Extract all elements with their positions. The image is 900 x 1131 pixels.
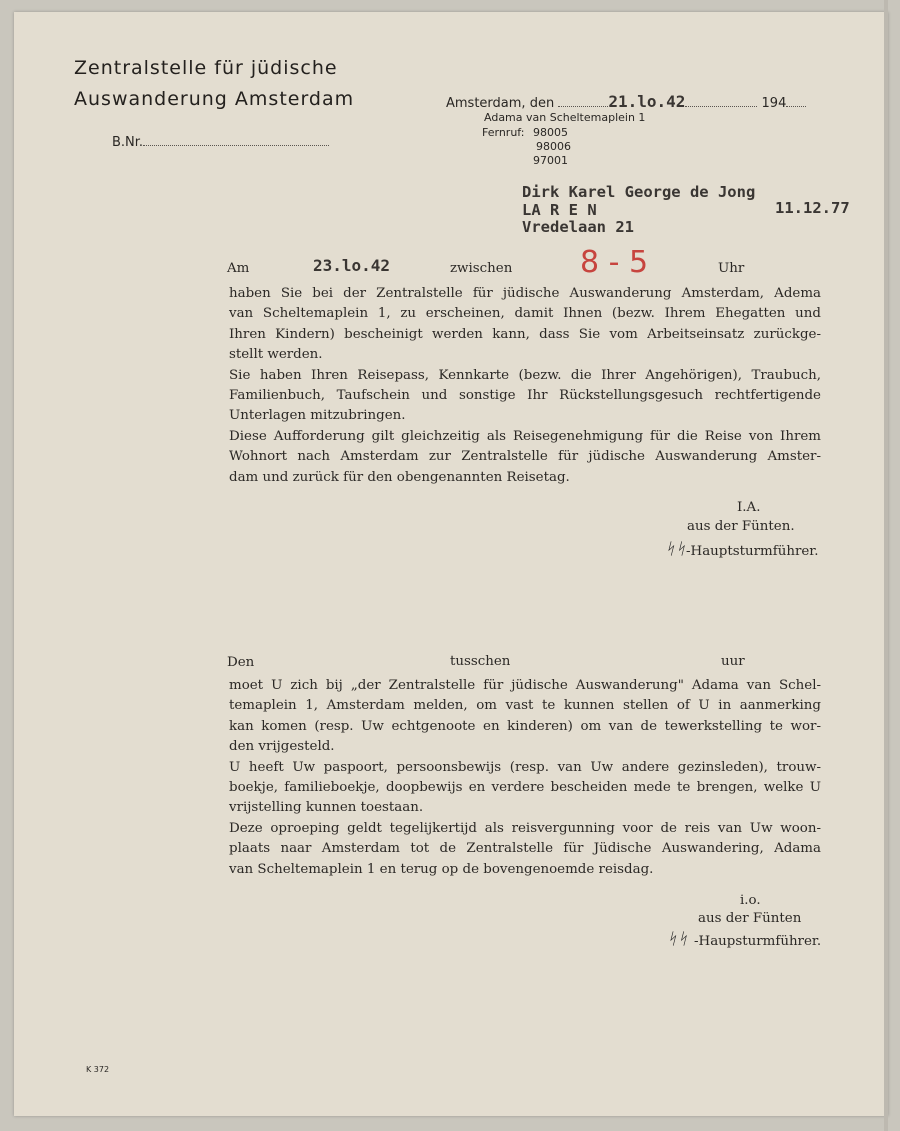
am-label: Am <box>227 261 250 276</box>
dutch-body <box>229 676 821 880</box>
bnr-field <box>112 133 329 150</box>
letter-date: 21.lo.42 <box>608 92 686 111</box>
german-line: Wohnort nach Amsterdam zur Zentralstelle für jüdische Auswanderung Amster- <box>229 449 821 465</box>
german-line: Unterlagen mitzubringen. <box>229 408 406 424</box>
dutch-line: vrijstelling kunnen toestaan. <box>229 800 424 816</box>
zwischen-label: zwischen <box>450 261 513 276</box>
org-name-line2: Auswanderung Amsterdam <box>74 88 355 110</box>
den-label: Den <box>227 655 255 670</box>
dutch-line: plaats naar Amsterdam tot de Zentralstelle für Jüdische Auswandering, Adama <box>229 841 821 857</box>
date-dotted-line-right <box>685 94 757 107</box>
german-body <box>229 284 821 488</box>
dutch-line: kan komen (resp. Uw echtgenoote en kinderen) om van de tewerkstelling te wor- <box>229 718 821 734</box>
signature-io: i.o. <box>740 893 761 908</box>
signature-rank-de: -Hauptsturmführer. <box>686 544 819 559</box>
dutch-line: Deze oproeping geldt tegelijkertijd als reisvergunning voor de reis van Uw woon- <box>229 820 821 836</box>
recipient-city: LA R E N <box>522 201 597 219</box>
german-line: stellt werden. <box>229 347 323 363</box>
uhr-label: Uhr <box>718 261 745 276</box>
ss-runes-de: ᛋᛋ <box>665 539 687 558</box>
german-line: Diese Aufforderung gilt gleichzeitig als Reisegenehmigung für die Reise von Ihrem <box>229 428 821 444</box>
phone-label: Fernruf: <box>482 126 525 139</box>
form-code: K 372 <box>86 1065 110 1074</box>
uur-label: uur <box>721 654 745 669</box>
dutch-line: U heeft Uw paspoort, persoonsbewijs (resp. van Uw andere gezinsleden), trouw- <box>229 759 821 775</box>
phone-number-2: 98006 <box>536 140 571 153</box>
german-line: Familienbuch, Taufschein und sonstige Ihr Rückstellungsgesuch rechtfertigende <box>229 388 821 404</box>
ss-runes-nl: ᛋᛋ <box>667 929 689 948</box>
appointment-date: 23.lo.42 <box>313 256 391 275</box>
dutch-line: van Scheltemaplein 1 en terug op de bovengenoemde reisdag. <box>229 861 654 877</box>
year-dotted-line <box>786 94 806 107</box>
dutch-line: den vrijgesteld. <box>229 739 335 755</box>
german-line: Sie haben Ihren Reisepass, Kennkarte (bezw. die Ihrer Angehörigen), Traubuch, <box>229 367 821 383</box>
tusschen-label: tusschen <box>450 654 511 669</box>
place-date-field <box>446 92 806 111</box>
signature-ia: I.A. <box>737 500 761 515</box>
recipient-birthdate: 11.12.77 <box>775 199 850 217</box>
phone-number-3: 97001 <box>533 154 568 167</box>
german-line: haben Sie bei der Zentralstelle für jüdische Auswanderung Amsterdam, Adema <box>229 286 821 301</box>
office-address: Adama van Scheltemaplein 1 <box>484 111 646 124</box>
place-date-label: Amsterdam, den <box>446 96 555 111</box>
german-line: van Scheltemaplein 1, zu erscheinen, damit Ihnen (bezw. Ihrem Ehegatten und <box>229 306 821 322</box>
handwritten-time: 8 - 5 <box>580 245 649 280</box>
bnr-dotted-line <box>143 133 329 146</box>
signature-rank-nl: -Haupsturmführer. <box>694 934 822 949</box>
phone-number-1: 98005 <box>533 126 568 139</box>
scan-edge <box>884 0 888 1131</box>
signature-name-nl: aus der Fünten <box>698 911 802 926</box>
dutch-line: moet U zich bij „der Zentralstelle für jüdische Auswanderung" Adama van Schel- <box>229 678 821 693</box>
dutch-line: temaplein 1, Amsterdam melden, om vast te kunnen stellen of U in aanmerking <box>229 698 821 714</box>
dutch-line: boekje, familieboekje, doopbewijs en verdere bescheiden mede te brengen, welke U <box>229 780 821 796</box>
bnr-label: B.Nr. <box>112 135 144 150</box>
german-line: Ihren Kindern) bescheinigt werden kann, dass Sie vom Arbeitseinsatz zurückge- <box>229 326 821 342</box>
date-dotted-line-left <box>558 94 608 107</box>
signature-name-de: aus der Fünten. <box>687 519 795 534</box>
german-line: dam und zurück für den obengenannten Reisetag. <box>229 469 570 485</box>
recipient-street: Vredelaan 21 <box>522 218 634 236</box>
year-suffix: 194 <box>761 96 787 111</box>
recipient-name: Dirk Karel George de Jong <box>522 183 756 201</box>
org-name-line1: Zentralstelle für jüdische <box>74 57 338 79</box>
